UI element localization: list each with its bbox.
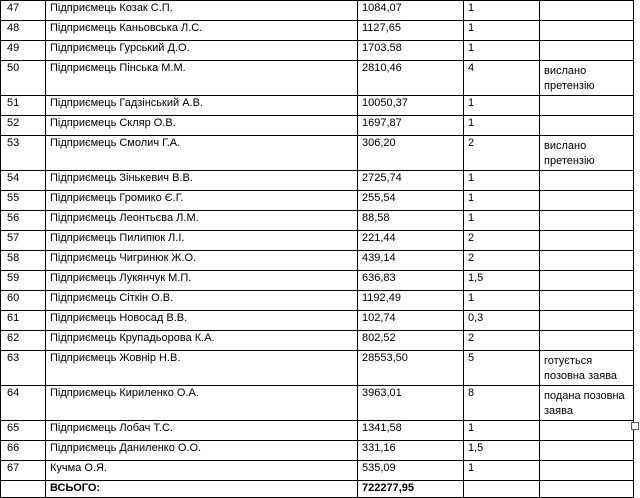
note-cell	[540, 171, 634, 191]
amount-cell: 2810,46	[358, 61, 464, 96]
row-number-cell: 62	[1, 331, 46, 351]
row-number-cell: 60	[1, 291, 46, 311]
amount-cell: 102,74	[358, 311, 464, 331]
row-number-cell: 66	[1, 441, 46, 461]
row-number-cell: 51	[1, 96, 46, 116]
table-row	[1, 291, 634, 311]
count-cell: 8	[464, 386, 540, 421]
name-cell: Кучма О.Я.	[46, 461, 358, 481]
name-cell: Підприємець Лобач Т.С.	[46, 421, 358, 441]
note-cell	[540, 441, 634, 461]
amount-cell: 1703,58	[358, 41, 464, 61]
name-cell: Підприємець Громико Є.Г.	[46, 191, 358, 211]
row-number-cell: 53	[1, 136, 46, 171]
total-empty-cell	[540, 481, 634, 498]
count-cell: 5	[464, 351, 540, 386]
name-cell: Підприємець Пилипюк Л.І.	[46, 231, 358, 251]
amount-cell: 306,20	[358, 136, 464, 171]
row-number-cell: 65	[1, 421, 46, 441]
amount-cell: 331,16	[358, 441, 464, 461]
count-cell: 1,5	[464, 271, 540, 291]
name-cell: Підприємець Смолич Г.А.	[46, 136, 358, 171]
row-number-cell: 57	[1, 231, 46, 251]
note-cell	[540, 461, 634, 481]
name-cell: Підприємець Даниленко О.О.	[46, 441, 358, 461]
table-row	[1, 386, 634, 421]
count-cell: 1	[464, 291, 540, 311]
amount-cell: 802,52	[358, 331, 464, 351]
table-row	[1, 271, 634, 291]
row-number-cell: 52	[1, 116, 46, 136]
name-cell: Підприємець Леонтьєва Л.М.	[46, 211, 358, 231]
row-number-cell: 64	[1, 386, 46, 421]
table-body	[1, 1, 634, 498]
total-label-cell: ВСЬОГО:	[46, 481, 358, 498]
name-cell: Підприємець Гадзінський А.В.	[46, 96, 358, 116]
note-cell: подана позовна заява	[540, 386, 634, 421]
name-cell: Підприємець Кириленко О.А.	[46, 386, 358, 421]
table-row	[1, 96, 634, 116]
amount-cell: 221,44	[358, 231, 464, 251]
row-number-cell: 63	[1, 351, 46, 386]
count-cell: 2	[464, 136, 540, 171]
table-row	[1, 61, 634, 96]
note-cell	[540, 116, 634, 136]
amount-cell: 88,58	[358, 211, 464, 231]
name-cell: Підприємець Зінькевич В.В.	[46, 171, 358, 191]
row-number-cell: 58	[1, 251, 46, 271]
note-cell	[540, 251, 634, 271]
amount-cell: 1084,07	[358, 1, 464, 21]
note-cell: вислано претензію	[540, 136, 634, 171]
total-row	[1, 481, 634, 498]
row-number-cell: 59	[1, 271, 46, 291]
amount-cell: 255,54	[358, 191, 464, 211]
note-cell	[540, 291, 634, 311]
amount-cell: 2725,74	[358, 171, 464, 191]
count-cell: 1	[464, 191, 540, 211]
amount-cell: 1697,87	[358, 116, 464, 136]
total-amount-cell: 722277,95	[358, 481, 464, 498]
amount-cell: 1341,58	[358, 421, 464, 441]
note-cell	[540, 311, 634, 331]
count-cell: 2	[464, 251, 540, 271]
amount-cell: 636,83	[358, 271, 464, 291]
note-cell	[540, 96, 634, 116]
name-cell: Підприємець Чигринюк Ж.О.	[46, 251, 358, 271]
table-row	[1, 461, 634, 481]
amount-cell: 1192,49	[358, 291, 464, 311]
note-cell	[540, 21, 634, 41]
count-cell: 1	[464, 171, 540, 191]
count-cell: 1	[464, 1, 540, 21]
table-row	[1, 41, 634, 61]
total-empty-cell	[1, 481, 46, 498]
name-cell: Підприємець Козак С.П.	[46, 1, 358, 21]
row-number-cell: 50	[1, 61, 46, 96]
table-row	[1, 171, 634, 191]
amount-cell: 1127,65	[358, 21, 464, 41]
table-resize-handle[interactable]	[631, 422, 639, 430]
name-cell: Підприємець Новосад В.В.	[46, 311, 358, 331]
count-cell: 1,5	[464, 441, 540, 461]
table-row	[1, 136, 634, 171]
table-row	[1, 311, 634, 331]
name-cell: Підприємець Жовнір Н.В.	[46, 351, 358, 386]
row-number-cell: 48	[1, 21, 46, 41]
count-cell: 1	[464, 211, 540, 231]
row-number-cell: 49	[1, 41, 46, 61]
name-cell: Підприємець Пінська М.М.	[46, 61, 358, 96]
note-cell	[540, 41, 634, 61]
name-cell: Підприємець Лукянчук М.П.	[46, 271, 358, 291]
name-cell: Підприємець Гурський Д.О.	[46, 41, 358, 61]
amount-cell: 535,09	[358, 461, 464, 481]
amount-cell: 28553,50	[358, 351, 464, 386]
note-cell	[540, 231, 634, 251]
note-cell	[540, 191, 634, 211]
count-cell: 1	[464, 461, 540, 481]
row-number-cell: 67	[1, 461, 46, 481]
amount-cell: 439,14	[358, 251, 464, 271]
count-cell: 1	[464, 421, 540, 441]
name-cell: Підприємець Сіткін О.В.	[46, 291, 358, 311]
name-cell: Підприємець Крупадьорова К.А.	[46, 331, 358, 351]
count-cell: 1	[464, 21, 540, 41]
name-cell: Підприємець Скляр О.В.	[46, 116, 358, 136]
row-number-cell: 56	[1, 211, 46, 231]
note-cell	[540, 271, 634, 291]
table-row	[1, 191, 634, 211]
table-row	[1, 331, 634, 351]
total-empty-cell	[464, 481, 540, 498]
count-cell: 1	[464, 116, 540, 136]
count-cell: 0,3	[464, 311, 540, 331]
name-cell: Підприємець Каньовська Л.С.	[46, 21, 358, 41]
table-row	[1, 1, 634, 21]
table-row	[1, 116, 634, 136]
note-cell	[540, 211, 634, 231]
row-number-cell: 61	[1, 311, 46, 331]
amount-cell: 10050,37	[358, 96, 464, 116]
count-cell: 1	[464, 41, 540, 61]
row-number-cell: 54	[1, 171, 46, 191]
table-row	[1, 231, 634, 251]
row-number-cell: 55	[1, 191, 46, 211]
note-cell: вислано претензію	[540, 61, 634, 96]
note-cell	[540, 1, 634, 21]
table-row	[1, 441, 634, 461]
amount-cell: 3963,01	[358, 386, 464, 421]
note-cell: готується позовна заява	[540, 351, 634, 386]
row-number-cell: 47	[1, 1, 46, 21]
table-row	[1, 21, 634, 41]
table-row	[1, 211, 634, 231]
count-cell: 4	[464, 61, 540, 96]
note-cell	[540, 331, 634, 351]
table-row	[1, 421, 634, 441]
count-cell: 2	[464, 231, 540, 251]
table-row	[1, 351, 634, 386]
note-cell	[540, 421, 634, 441]
count-cell: 2	[464, 331, 540, 351]
table-row	[1, 251, 634, 271]
count-cell: 1	[464, 96, 540, 116]
